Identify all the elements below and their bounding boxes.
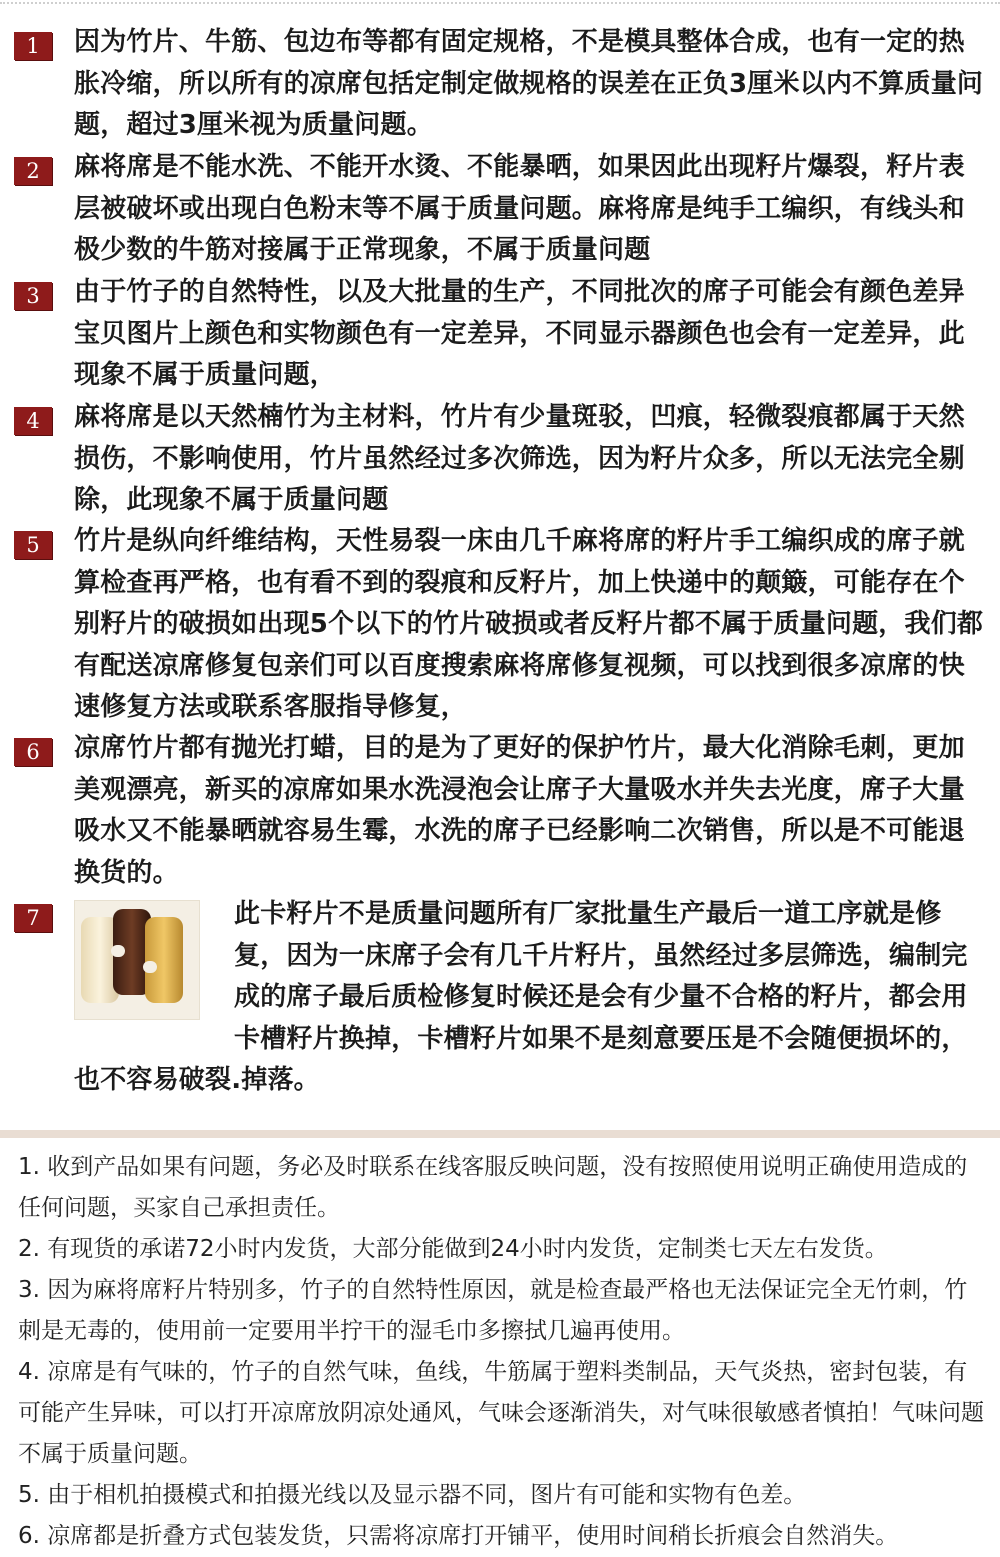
chip-notch xyxy=(143,961,157,973)
item-number-badge: 7 xyxy=(14,904,52,932)
item-number-badge: 6 xyxy=(14,738,52,766)
item-text: 竹片是纵向纤维结构，天性易裂一床由几千麻将席的籽片手工编织成的席子就算检查再严格，也有看不到的裂痕和反籽片，加上快递中的颠簸，可能存在个别籽片的破损如出现5个以下的竹片破损或者反籽片都不属于质量问题，我们都有配送凉席修复包亲们可以百度搜索麻将席修复视频，可以找到很多凉席的快速修复方法或联系客服指导修复， xyxy=(74,526,984,722)
item-number-badge: 3 xyxy=(14,282,52,310)
rule-item-1 xyxy=(14,22,986,147)
item-text: 麻将席是不能水洗、不能开水烫、不能暴晒，如果因此出现籽片爆裂，籽片表层被破坏或出现白色粉末等不属于质量问题。麻将席是纯手工编织，有线头和极少数的牛筋对接属于正常现象，不属于质量问题 xyxy=(74,152,965,265)
item-text: 由于竹子的自然特性，以及大批量的生产，不同批次的席子可能会有颜色差异宝贝图片上颜色和实物颜色有一定差异，不同显示器颜色也会有一定差异，此现象不属于质量问题， xyxy=(74,277,965,390)
item-number-badge: 5 xyxy=(14,531,52,559)
item-text-with-photo xyxy=(74,894,986,1102)
rule-item-2 xyxy=(14,147,986,272)
note-item-2: 2. 有现货的承诺72小时内发货，大部分能做到24小时内发货，定制类七天左右发货。 xyxy=(18,1236,888,1262)
note-item-3: 3. 因为麻将席籽片特别多，竹子的自然特性原因，就是检查最严格也无法保证完全无竹刺，竹刺是无毒的，使用前一定要用半拧干的湿毛巾多擦拭几遍再使用。 xyxy=(18,1277,968,1344)
rule-item-6 xyxy=(14,728,986,894)
chip-notch xyxy=(111,945,125,957)
rule-item-5 xyxy=(14,521,986,729)
rule-item-4 xyxy=(14,397,986,522)
note-item-5: 5. 由于相机拍摄模式和拍摄光线以及显示器不同，图片有可能和实物有色差。 xyxy=(18,1482,807,1508)
bamboo-chip-gold xyxy=(145,917,183,1003)
item-number-badge: 1 xyxy=(14,32,52,60)
bamboo-chip-photo xyxy=(74,900,200,1020)
note-item-4: 4. 凉席是有气味的，竹子的自然气味，鱼线，牛筋属于塑料类制品，天气炎热，密封包装，有可能产生异味，可以打开凉席放阴凉处通风，气味会逐渐消失，对气味很敏感者慎拍！气味问题不属于质量问题。 xyxy=(18,1359,984,1467)
item-text: 麻将席是以天然楠竹为主材料，竹片有少量斑驳，凹痕，轻微裂痕都属于天然损伤，不影响使用，竹片虽然经过多次筛选，因为籽片众多，所以无法完全剔除，此现象不属于质量问题 xyxy=(74,402,965,515)
item-text: 此卡籽片不是质量问题所有厂家批量生产最后一道工序就是修复，因为一床席子会有几千片籽片，虽然经过多层筛选，编制完成的席子最后质检修复时候还是会有少量不合格的籽片，都会用卡槽籽片换掉，卡槽籽片如果不是刻意要压是不会随便损坏的，也不容易破裂.掉落。 xyxy=(74,899,968,1095)
item-number-badge: 4 xyxy=(14,407,52,435)
note-item-6: 6. 凉席都是折叠方式包装发货，只需将凉席打开铺平，使用时间稍长折痕会自然消失。 xyxy=(18,1523,899,1549)
item-text: 因为竹片、牛筋、包边布等都有固定规格，不是模具整体合成，也有一定的热胀冷缩，所以所有的凉席包括定制定做规格的误差在正负3厘米以内不算质量问题，超过3厘米视为质量问题。 xyxy=(74,27,984,140)
rule-item-3 xyxy=(14,272,986,397)
section-divider xyxy=(0,1130,1000,1138)
item-text: 凉席竹片都有抛光打蜡，目的是为了更好的保护竹片，最大化消除毛刺，更加美观漂亮，新买的凉席如果水洗浸泡会让席子大量吸水并失去光度，席子大量吸水又不能暴晒就容易生霉，水洗的席子已经影响二次销售，所以是不可能退换货的。 xyxy=(74,733,965,888)
item-number-badge: 2 xyxy=(14,157,52,185)
notes-list xyxy=(18,1147,988,1557)
top-dotted-rule xyxy=(0,2,1000,4)
rule-item-7 xyxy=(14,894,986,1102)
note-item-1: 1. 收到产品如果有问题，务必及时联系在线客服反映问题，没有按照使用说明正确使用造成的任何问题，买家自己承担责任。 xyxy=(18,1154,968,1221)
